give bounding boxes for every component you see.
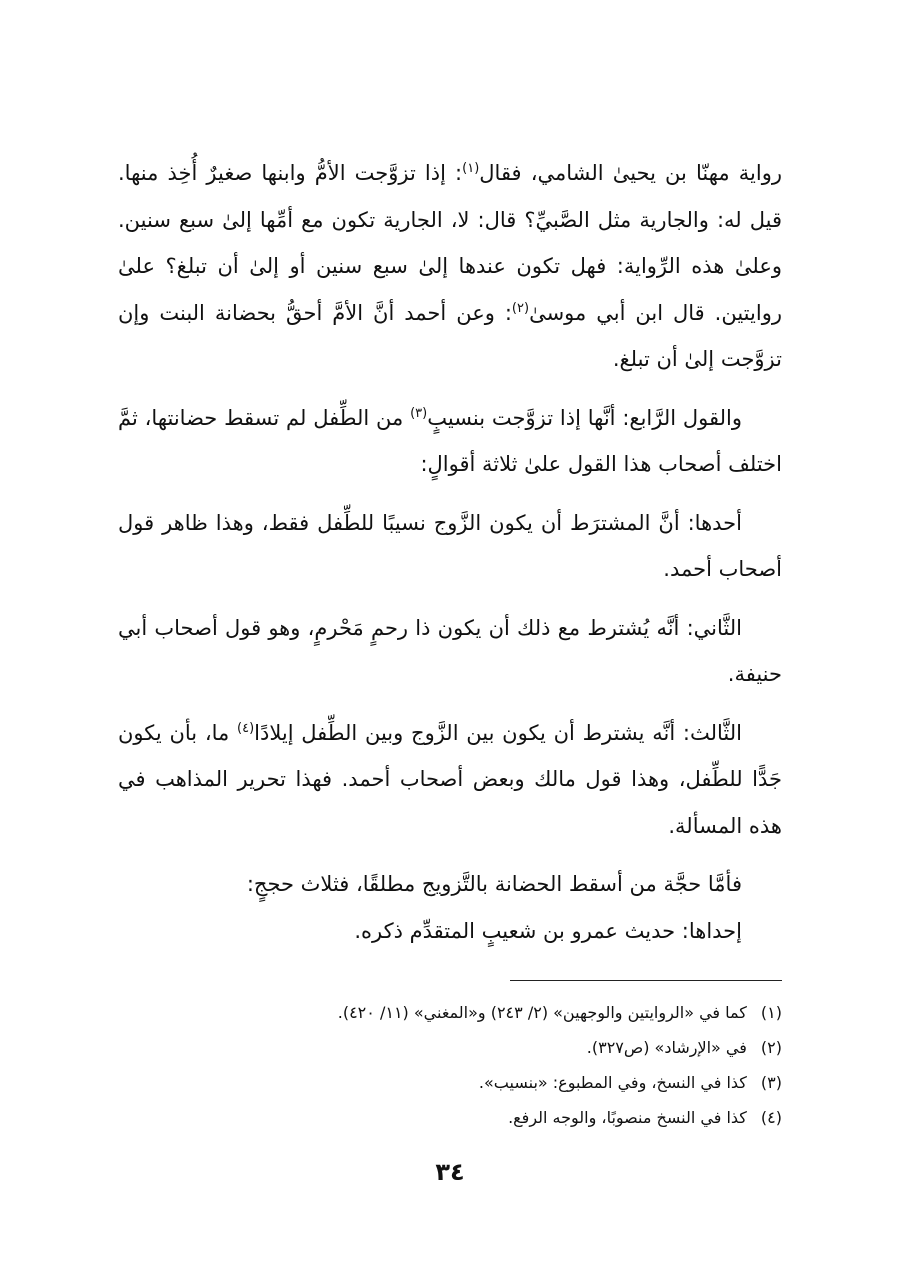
footnote-ref-3[interactable]: (٣): [410, 405, 428, 421]
footnote-3: [118, 1065, 782, 1100]
footnotes: [118, 995, 782, 1135]
footnote-separator: [510, 980, 782, 981]
footnote-number: (٣): [760, 1073, 782, 1092]
paragraph-6: [118, 861, 782, 908]
page-number: ٣٤: [435, 1158, 465, 1186]
paragraph-1: [118, 150, 782, 383]
paragraph-text: الثَّاني: أنَّه يُشترط مع ذلك أن يكون ذا رحمٍ مَحْرمٍ، وهو قول أصحاب أبي حنيفة.: [118, 615, 782, 686]
paragraph-text: إحداها: حديث عمرو بن شعيبٍ المتقدِّم ذكره.: [354, 918, 742, 943]
footnote-number: (١): [760, 1003, 782, 1022]
footnote-text: كذا في النسخ، وفي المطبوع: «بنسيب».: [478, 1073, 747, 1092]
footnote-text: كذا في النسخ منصوبًا، والوجه الرفع.: [508, 1108, 747, 1127]
paragraph-text: الثَّالث: أنَّه يشترط أن يكون بين الزَّوج وبين الطِّفل إيلادًا: [254, 720, 742, 745]
paragraph-text: أحدها: أنَّ المشترَط أن يكون الزَّوج نسيبًا للطِّفل فقط، وهذا ظاهر قول أصحاب أحمد.: [118, 510, 782, 581]
paragraph-2: [118, 395, 782, 488]
paragraph-7: [118, 908, 782, 955]
footnote-ref-1[interactable]: (١): [462, 161, 480, 176]
paragraph-text: : إذا تزوَّجت الأمُّ وابنها صغيرٌ أُخِذ منها. قيل له: والجارية مثل الصَّبيِّ؟ قال: لا، الجارية تكون مع أمِّها إلىٰ سبع سنين. وعلىٰ هذه الرِّواية: فهل تكون عندها إلىٰ سبع سنين أو إلىٰ أن تبلغ؟ علىٰ روايتين. قال ابن أبي موسىٰ: [118, 161, 782, 325]
footnote-4: [118, 1100, 782, 1135]
paragraph-5: [118, 710, 782, 850]
paragraph-text: فأمَّا حجَّة من أسقط الحضانة بالتَّزويج مطلقًا، فثلاث حججٍ:: [246, 872, 742, 896]
footnote-1: [118, 995, 782, 1030]
footnote-ref-2[interactable]: (٢): [511, 300, 530, 316]
footnote-ref-4[interactable]: (٤): [237, 720, 255, 736]
paragraph-4: [118, 605, 782, 698]
paragraph-text: والقول الرَّابع: أنَّها إذا تزوَّجت بنسيبٍ: [427, 405, 743, 430]
paragraph-text: رواية مهنّا بن يحيىٰ الشامي، فقال: [479, 161, 782, 185]
footnote-number: (٢): [760, 1038, 782, 1057]
footnote-text: في «الإرشاد» (ص٣٢٧).: [586, 1038, 747, 1057]
footnote-text: كما في «الروايتين والوجهين» (٢/ ٢٤٣) و«المغني» (١١/ ٤٢٠).: [337, 1003, 747, 1022]
footnote-2: [118, 1030, 782, 1065]
footnote-number: (٤): [760, 1108, 782, 1127]
paragraph-text: : وعن أحمد أنَّ الأمَّ أحقُّ بحضانة البنت وإن تزوَّجت إلىٰ أن تبلغ.: [118, 300, 782, 371]
paragraph-text: ما، بأن يكون جَدًّا للطِّفل، وهذا قول مالك وبعض أصحاب أحمد. فهذا تحرير المذاهب في هذه المسألة.: [118, 720, 782, 838]
main-text: [118, 150, 782, 954]
paragraph-3: [118, 500, 782, 593]
paragraph-text: من الطِّفل لم تسقط حضانتها، ثمَّ اختلف أصحاب هذا القول علىٰ ثلاثة أقوالٍ:: [118, 405, 782, 476]
